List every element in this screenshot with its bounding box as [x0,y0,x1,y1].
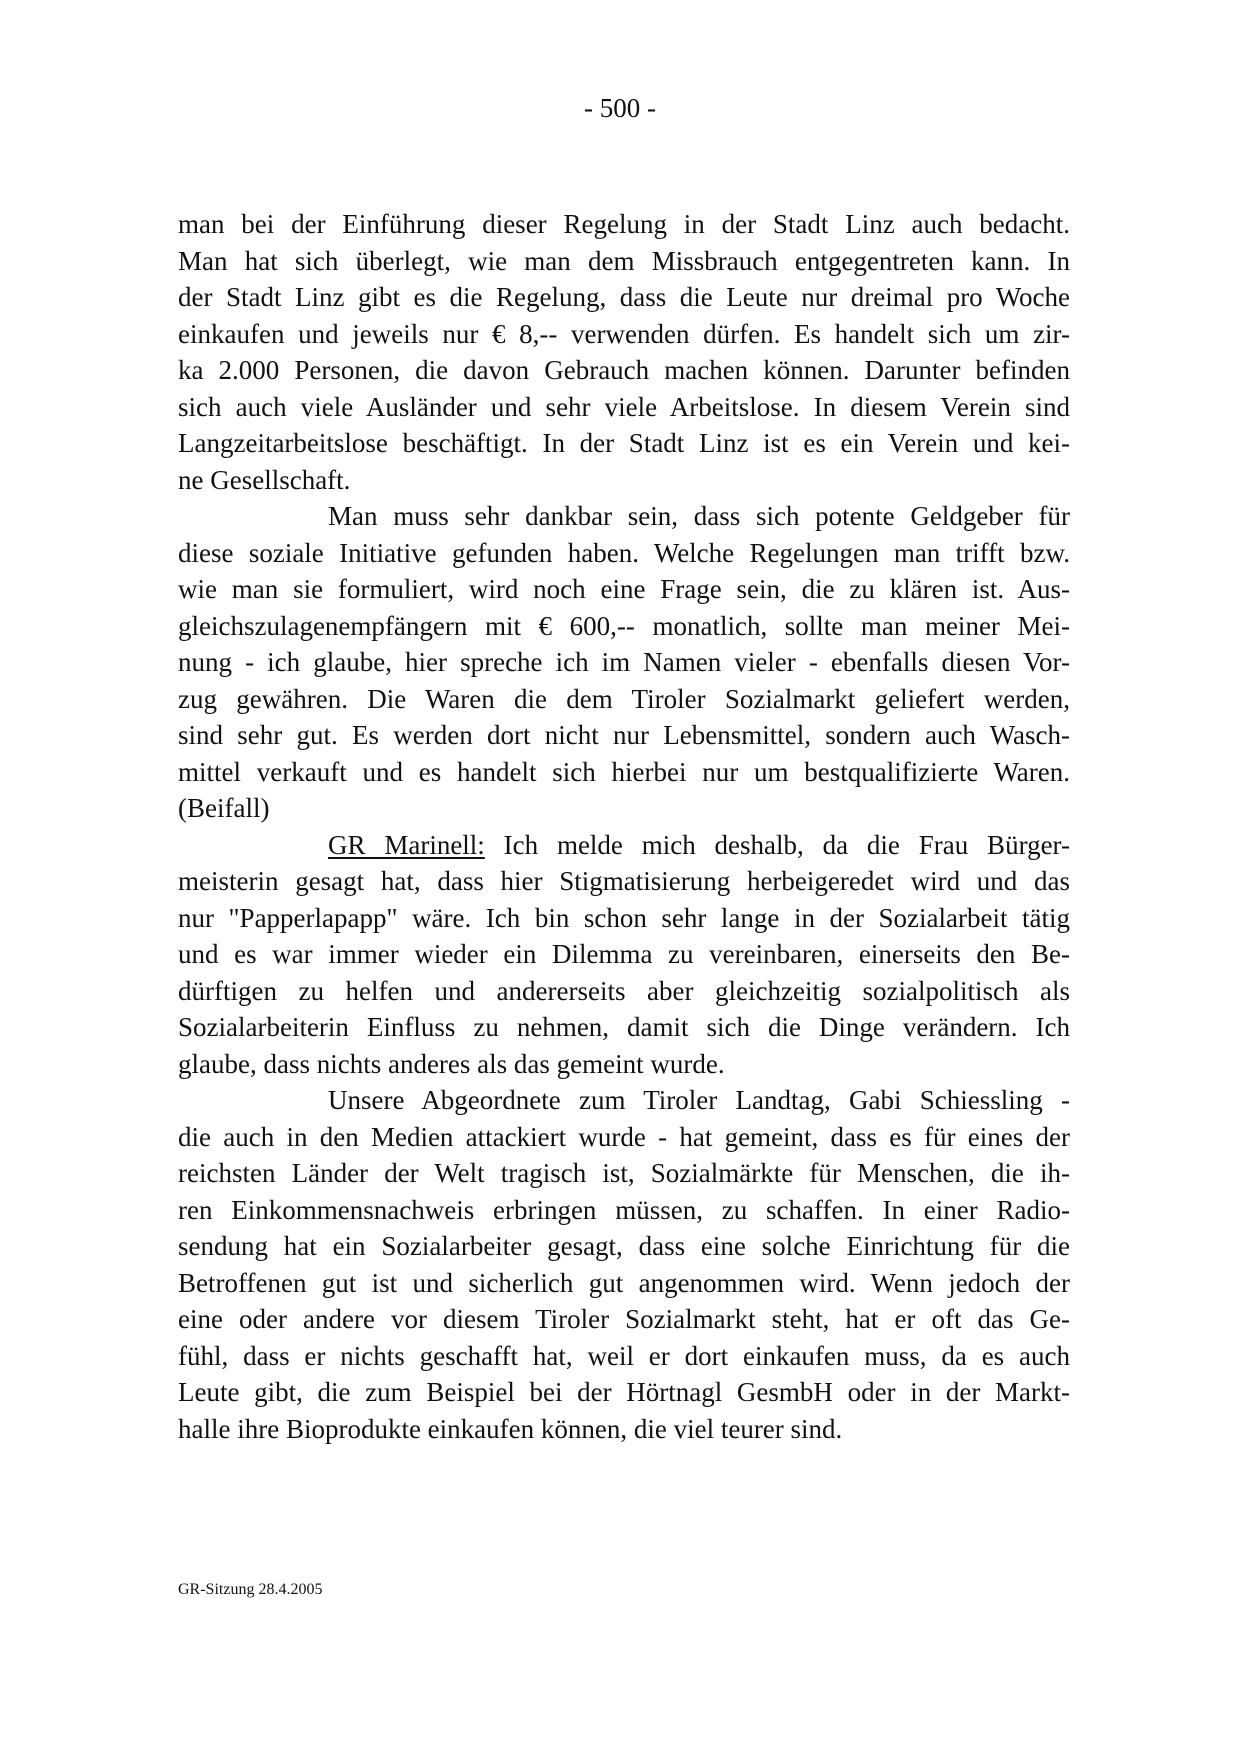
text-line: gleichszulagenempfängern mit € 600,-- monatlich, sollte man meiner Mei- [178,610,1070,641]
text-line: sendung hat ein Sozialarbeiter gesagt, dass eine solche Einrichtung für die [178,1231,1070,1261]
text-line: Man muss sehr dankbar sein, dass sich potente Geldgeber für [328,501,1070,531]
text-line: wie man sie formuliert, wird noch eine Frage sein, die zu klären ist. Aus- [178,574,1070,604]
text-line: Unsere Abgeordnete zum Tiroler Landtag, Gabi Schiessling - [328,1085,1070,1115]
paragraph-end [178,790,1070,827]
paragraph [178,1082,1070,1411]
paragraph [178,206,1070,462]
page-number: - 500 - [584,93,656,123]
text-line: und es war immer wieder ein Dilemma zu vereinbaren, einerseits den Be- [178,939,1070,969]
text-line: der Stadt Linz gibt es die Regelung, dass die Leute nur dreimal pro Woche [178,282,1070,312]
text-line: glaube, dass nichts anderes als das gemeint wurde. [178,1048,725,1079]
text-line: reichsten Länder der Welt tragisch ist, Sozialmärkte für Menschen, die ih- [178,1158,1070,1188]
text-line: diese soziale Initiative gefunden haben. Welche Regelungen man trifft bzw. [178,537,1070,568]
applause-note: (Beifall) [178,793,270,823]
paragraph-end [178,462,1070,499]
speaker-paragraph [178,827,1070,1046]
paragraph-end [178,1046,1070,1083]
text-line: Langzeitarbeitslose beschäftigt. In der Stadt Linz ist es ein Verein und kei- [178,428,1070,458]
text-line: die auch in den Medien attackiert wurde - hat gemeint, dass es für eines der [178,1121,1070,1152]
text-line: halle ihre Bioprodukte einkaufen können, die viel teurer sind. [178,1413,843,1444]
text-line: nung - ich glaube, hier spreche ich im Namen vieler - ebenfalls diesen Vor- [178,647,1070,677]
speaker-name: GR Marinell: [328,829,485,860]
text-line: mittel verkauft und es handelt sich hierbei nur um bestqualifizierte Waren. [178,756,1070,787]
text-line: nur "Papperlapapp" wäre. Ich bin schon sehr lange in der Sozialarbeit tätig [178,902,1070,933]
text-line: ne Gesellschaft. [178,464,351,495]
text-line: Sozialarbeiterin Einfluss zu nehmen, damit sich die Dinge verändern. Ich [178,1012,1070,1042]
paragraph-end [178,1411,1070,1448]
text-line: ka 2.000 Personen, die davon Gebrauch machen können. Darunter befinden [178,355,1070,385]
text-line: eine oder andere vor diesem Tiroler Sozialmarkt steht, hat er oft das Ge- [178,1304,1070,1334]
text-line: einkaufen und jeweils nur € 8,-- verwenden dürfen. Es handelt sich um zir- [178,318,1070,349]
paragraph [178,498,1070,790]
text-line: ren Einkommensnachweis erbringen müssen, zu schaffen. In einer Radio- [178,1194,1070,1225]
text-line: meisterin gesagt hat, dass hier Stigmatisierung herbeigeredet wird und das [178,866,1070,896]
text-line: fühl, dass er nichts geschafft hat, weil er dort einkaufen muss, da es auch [178,1340,1070,1371]
text-line: Ich melde mich deshalb, da die Frau Bürger- [484,829,1070,860]
text-line: zug gewähren. Die Waren die dem Tiroler Sozialmarkt geliefert werden, [178,683,1070,714]
text-line: Man hat sich überlegt, wie man dem Missbrauch entgegentreten kann. In [178,245,1070,276]
text-line: Leute gibt, die zum Beispiel bei der Hörtnagl GesmbH oder in der Markt- [178,1377,1070,1407]
footer-session-date: GR-Sitzung 28.4.2005 [178,1581,323,1598]
text-line: dürftigen zu helfen und andererseits aber gleichzeitig sozialpolitisch als [178,975,1070,1006]
document-body [178,206,1070,1447]
text-line: Betroffenen gut ist und sicherlich gut angenommen wird. Wenn jedoch der [178,1267,1070,1298]
text-line: man bei der Einführung dieser Regelung in der Stadt Linz auch bedacht. [178,209,1070,239]
text-line: sind sehr gut. Es werden dort nicht nur Lebensmittel, sondern auch Wasch- [178,720,1070,750]
text-line: sich auch viele Ausländer und sehr viele Arbeitslose. In diesem Verein sind [178,391,1070,422]
